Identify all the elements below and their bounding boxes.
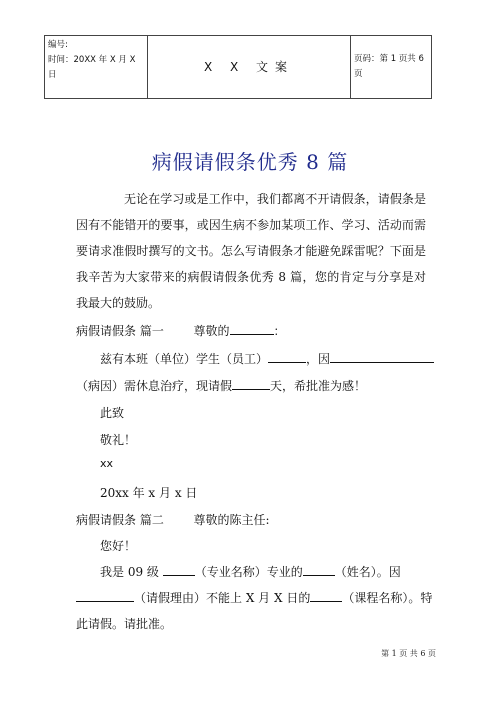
section1-body-line2	[76, 377, 366, 394]
section2-heading: 病假请假条 篇二	[76, 513, 164, 527]
section2-body-line1	[100, 563, 401, 580]
document-number-label: 编号:	[48, 40, 68, 50]
document-time-label: 时间：20XX 年 X 月 X	[48, 55, 136, 65]
document-header-table	[44, 35, 432, 99]
section2-body-c: （姓名）。因	[334, 565, 401, 579]
blank-major	[163, 563, 195, 576]
section2-hello: 您好！	[100, 539, 137, 553]
blank-name	[303, 563, 335, 576]
section1-heading: 病假请假条 篇一	[76, 324, 164, 338]
section1-body-c: （病因）需休息治疗，现请假	[76, 379, 233, 393]
section1-body-d: 天，希批准为感！	[270, 379, 367, 393]
section2-greeting: 尊敬的陈主任:	[193, 513, 270, 527]
section1-greeting-suffix: ：	[273, 324, 286, 338]
section2-body-line3: 此请假。请批准。	[76, 617, 173, 631]
header-meta-cell	[45, 36, 148, 99]
section2-body-line2	[76, 589, 432, 606]
blank-recipient	[230, 322, 274, 335]
blank-reason	[76, 589, 134, 602]
section2-body-d: （请假理由）不能上 X 月 X 日的	[134, 591, 311, 605]
section1-body-line1	[100, 350, 434, 367]
section1-body-a: 兹有本班（单位）学生（员工）	[100, 352, 269, 366]
blank-student-name	[268, 350, 306, 363]
blank-illness	[330, 350, 434, 363]
section2-body-b: （专业名称）专业的	[194, 565, 303, 579]
section1-body-b: ，因	[306, 352, 331, 366]
document-title: 病假请假条优秀 8 篇	[151, 150, 349, 174]
blank-days	[232, 377, 270, 390]
closing-jing-li: 敬礼！	[100, 433, 137, 447]
signature: xx	[100, 457, 114, 470]
intro-paragraph: 无论在学习或是工作中，我们都离不开请假条，请假条是因有不能错开的要事，或因生病不参加某项工作、学习、活动而需要请求准假时撰写的文书。怎么写请假条才能避免踩雷呢？下面是我辛苦为大家带来的病假请假条优秀 8 篇，您的肯定与分享是对我最大的鼓励。	[76, 192, 426, 310]
section2-body-e: （课程名称）。特	[342, 591, 433, 605]
header-center-title: X X 文案	[148, 36, 351, 99]
page-number-footer: 第 1 页 共 6 页	[381, 649, 436, 658]
section2-body-a: 我是 09 级	[100, 565, 159, 579]
section1-greeting-prefix: 尊敬的	[193, 324, 230, 338]
section1-heading-line	[76, 322, 286, 339]
header-page-label: 页码：第 1 页共 6 页	[351, 36, 432, 99]
document-time-label-cont: 日	[48, 70, 57, 80]
section2-heading-line	[76, 511, 270, 528]
blank-course	[310, 589, 342, 602]
closing-ci-zhi: 此致	[100, 406, 125, 420]
section1-date: 20xx 年 x 月 x 日	[100, 486, 198, 500]
